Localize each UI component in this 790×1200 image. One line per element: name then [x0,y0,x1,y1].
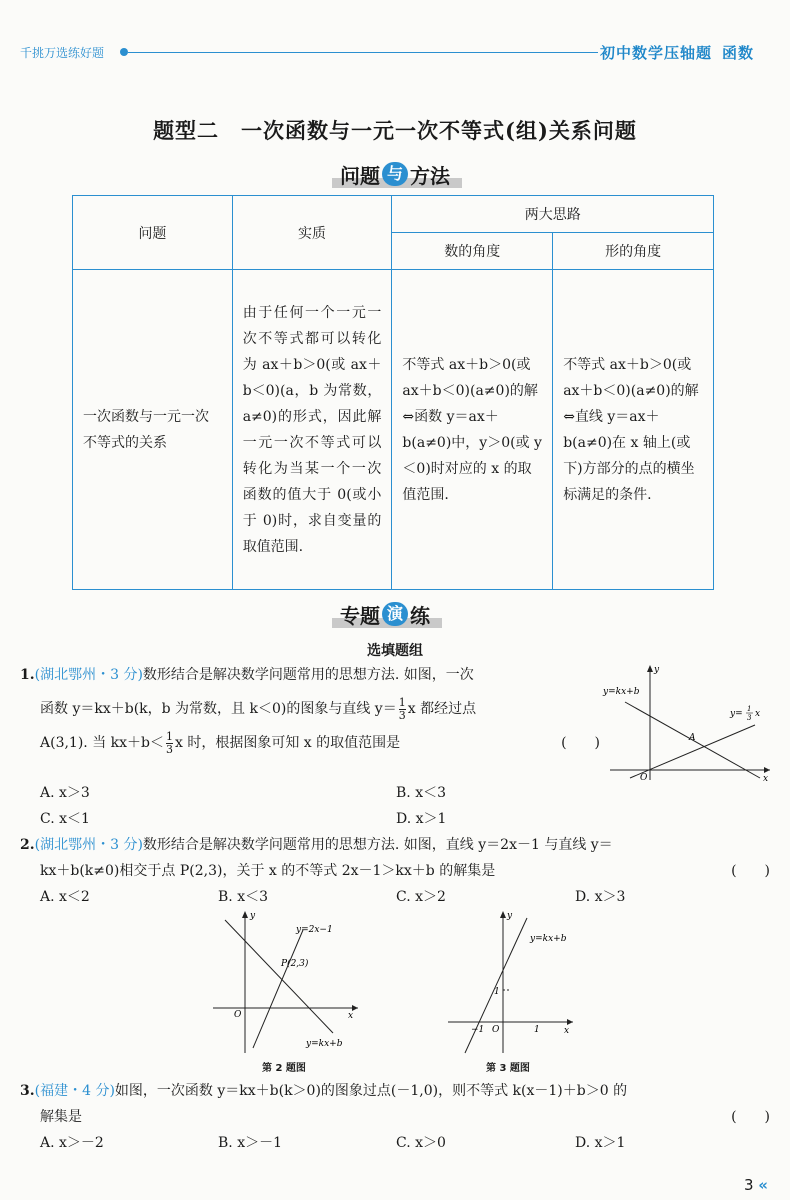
q1-option-c[interactable]: C. x＜1 [40,811,90,827]
q3-y-arrow-icon [500,911,506,918]
q1-frac-num: 1 [398,695,406,709]
header-book-name: 初中数学压轴题 [600,44,713,62]
q1-option-d[interactable]: D. x＞1 [396,811,447,827]
q2-option-b[interactable]: B. x＜3 [218,889,268,905]
q1-line2b: x 都经过点 [407,701,477,717]
page-number-value: 3 [743,1176,754,1194]
table-subheader-shape: 形的角度 [553,233,714,270]
q1-frac2-den: 3 [166,742,173,756]
badge-word-a: 问题 [340,163,380,188]
method-table [72,195,714,590]
header-series-title: 千挑万选练好题 [20,46,105,60]
q1-y-label: y [654,665,660,675]
badge2-circle: 演 [382,602,408,626]
table-cell-shape: 不等式 ax＋b＞0(或 ax＋b＜0)(a≠0)的解⇔直线 y＝ax＋b(a≠0)在 x 轴上(或下)方部分的点的横坐标满足的条件. [553,270,714,590]
page-arrow-icon: « [758,1176,768,1194]
q3-x-label: x [564,1026,570,1036]
q1-point-a-label: A [689,733,696,743]
q1-line2-den: 3 [747,714,752,722]
q2-line2: kx＋b(k≠0)相交于点 P(2,3)，关于 x 的不等式 2x－1＞kx＋b 的解集是 [40,863,496,879]
q1-answer-paren: ( ) [561,735,600,751]
q2-origin-label: O [234,1010,242,1020]
question-2 [20,832,770,884]
page-title: 题型二 一次函数与一元一次不等式(组)关系问题 [153,118,637,143]
q1-line2: 函数 y＝kx＋b(k，b 为常数，且 k＜0)的图象与直线 y＝ [40,701,397,717]
q1-line3b: x 时，根据图象可知 x 的取值范围是 [175,735,401,751]
badge2-word-a: 专题 [340,603,380,628]
q3-option-d[interactable]: D. x＞1 [575,1135,626,1151]
q2-point-p-label: P(2,3) [281,959,309,969]
table-header-essence: 实质 [232,196,392,270]
q2-x-label: x [348,1011,354,1021]
badge2-word-c: 练 [410,603,430,628]
q1-frac2-num: 1 [166,729,173,743]
question-1 [20,662,600,756]
q2-option-c[interactable]: C. x＞2 [396,889,446,905]
q1-line2-label: y= [730,709,743,719]
q1-line2-x: x [755,709,761,719]
q2-line-2x-1 [253,930,303,1048]
q3-x-arrow-icon [567,1019,573,1025]
q1-source: (湖北鄂州・3 分) [34,667,143,683]
header-divider [128,52,598,53]
q1-option-a[interactable]: A. x＞3 [40,785,90,801]
q1-line3: A(3,1). 当 kx＋b＜ [40,735,164,751]
q2-figure-caption: 第 2 题图 [262,1063,306,1074]
q2-line1-label: y=2x−1 [296,925,333,935]
q2-source: (湖北鄂州・3 分) [34,837,143,853]
badge-circle: 与 [382,162,408,186]
q3-source: (福建・4 分) [34,1083,115,1099]
q3-option-a[interactable]: A. x＞－2 [40,1135,104,1151]
q2-figure [208,908,368,1058]
q1-figure [600,660,775,785]
table-cell-essence: 由于任何一个一元一次不等式都可以转化为 ax＋b＞0(或 ax＋b＜0)(a，b 为常数，a≠0)的形式，因此解一元一次不等式可以转化为当某一个一次函数的值大于 0(或小于 0)时，求自变量的取值范围. [232,270,392,590]
q3-x-tick-neg1: −1 [471,1025,485,1035]
q1-x-label: x [763,774,769,784]
method-badge [340,160,450,188]
q1-line1: 数形结合是解决数学问题常用的思想方法. 如图，一次 [142,667,474,683]
table-header-approaches: 两大思路 [392,196,714,233]
q3-line1: 如图，一次函数 y＝kx＋b(k＞0)的图象过点(－1,0)，则不等式 k(x－1)＋b＞0 的 [114,1083,628,1099]
q3-line2: 解集是 [40,1109,82,1125]
q2-option-a[interactable]: A. x＜2 [40,889,90,905]
q2-line2-label: y=kx+b [306,1039,343,1049]
q2-line1: 数形结合是解决数学问题常用的思想方法. 如图，直线 y＝2x－1 与直线 y＝ [142,837,613,853]
q3-y-label: y [507,911,513,921]
q3-option-b[interactable]: B. x＞－1 [218,1135,282,1151]
question-3 [20,1078,770,1130]
q3-answer-paren: ( ) [731,1109,770,1125]
q1-origin-label: O [640,773,648,783]
q3-option-c[interactable]: C. x＞0 [396,1135,446,1151]
q3-line-label: y=kx+b [530,934,567,944]
q1-line2-num: 1 [747,705,752,713]
q3-x-tick-1: 1 [534,1025,540,1035]
section-subtitle: 选填题组 [367,643,423,659]
header-chapter: 函数 [722,44,755,62]
q2-y-label: y [250,911,256,921]
q1-y-arrow-icon [647,665,653,672]
q3-figure [445,908,580,1058]
table-subheader-number: 数的角度 [392,233,553,270]
q2-option-d[interactable]: D. x＞3 [575,889,626,905]
header-book-title [600,42,754,63]
q3-figure-caption: 第 3 题图 [486,1063,530,1074]
q3-y-tick-1: 1 [494,987,500,997]
page-number [744,1176,768,1194]
q3-number: 3. [20,1083,35,1099]
q1-frac-den: 3 [398,708,406,722]
q1-x-arrow-icon [764,767,770,773]
table-header-problem: 问题 [73,196,233,270]
header-decoration-dot [120,48,128,56]
q1-number: 1. [20,667,35,683]
q1-option-b[interactable]: B. x＜3 [396,785,446,801]
q3-origin-label: O [492,1025,500,1035]
q2-answer-paren: ( ) [731,863,770,879]
q2-y-arrow-icon [242,911,248,918]
q2-number: 2. [20,837,35,853]
table-cell-number: 不等式 ax＋b＞0(或 ax＋b＜0)(a≠0)的解⇔函数 y＝ax＋b(a≠0)中，y＞0(或 y＜0)时对应的 x 的取值范围. [392,270,553,590]
table-cell-problem: 一次函数与一元一次不等式的关系 [73,270,233,590]
practice-badge [340,600,430,628]
badge-word-c: 方法 [410,163,450,188]
q1-line1-label: y=kx+b [603,687,640,697]
